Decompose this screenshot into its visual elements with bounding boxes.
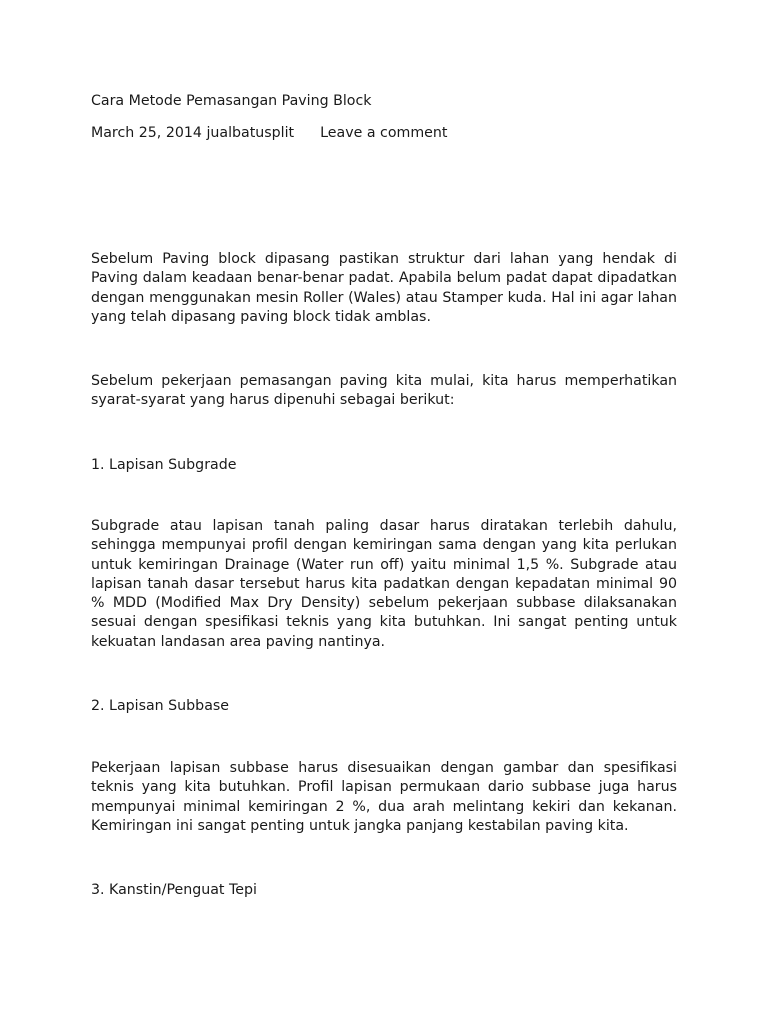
heading-kanstin: 3. Kanstin/Penguat Tepi [91, 882, 257, 898]
leave-comment-link[interactable]: Leave a comment [320, 125, 448, 141]
document-title: Cara Metode Pemasangan Paving Block [91, 93, 372, 109]
heading-subgrade: 1. Lapisan Subgrade [91, 457, 237, 473]
paragraph-subbase: Pekerjaan lapisan subbase harus disesuaikan dengan gambar dan spesifikasi teknis yang kita butuhkan. Profil lapisan permukaan dario subbase juga harus mempunyai minimal kemiringan 2 %, dua arah melintang kekiri dan kekanan. Kemiringan ini sangat penting untuk jangka panjang kestabilan paving kita. [91, 760, 677, 834]
paragraph-requirements: Sebelum pekerjaan pemasangan paving kita mulai, kita harus memperhatikan syarat-syarat yang harus dipenuhi sebagai berikut: [91, 373, 677, 409]
heading-subbase: 2. Lapisan Subbase [91, 698, 230, 714]
post-date: March 25, 2014 [91, 125, 202, 141]
post-meta [91, 123, 677, 143]
paragraph-intro: Sebelum Paving block dipasang pastikan struktur dari lahan yang hendak di Paving dalam keadaan benar-benar padat. Apabila belum padat dapat dipadatkan dengan menggunakan mesin Roller (Wales) atau Stamper kuda. Hal ini agar lahan yang telah dipasang paving block tidak amblas. [91, 251, 677, 325]
paragraph-subgrade: Subgrade atau lapisan tanah paling dasar harus diratakan terlebih dahulu, sehingga mempunyai profil dengan kemiringan sama dengan yang kita perlukan untuk kemiringan Drainage (Water run off) yaitu minimal 1,5 %. Subgrade atau lapisan tanah dasar tersebut harus kita padatkan dengan kepadatan minimal 90 % MDD (Modified Max Dry Density) sebelum pekerjaan subbase dilaksanakan sesuai dengan spesifikasi teknis yang kita butuhkan. Ini sangat penting untuk kekuatan landasan area paving nantinya. [91, 518, 677, 650]
post-author[interactable]: jualbatusplit [206, 125, 295, 141]
